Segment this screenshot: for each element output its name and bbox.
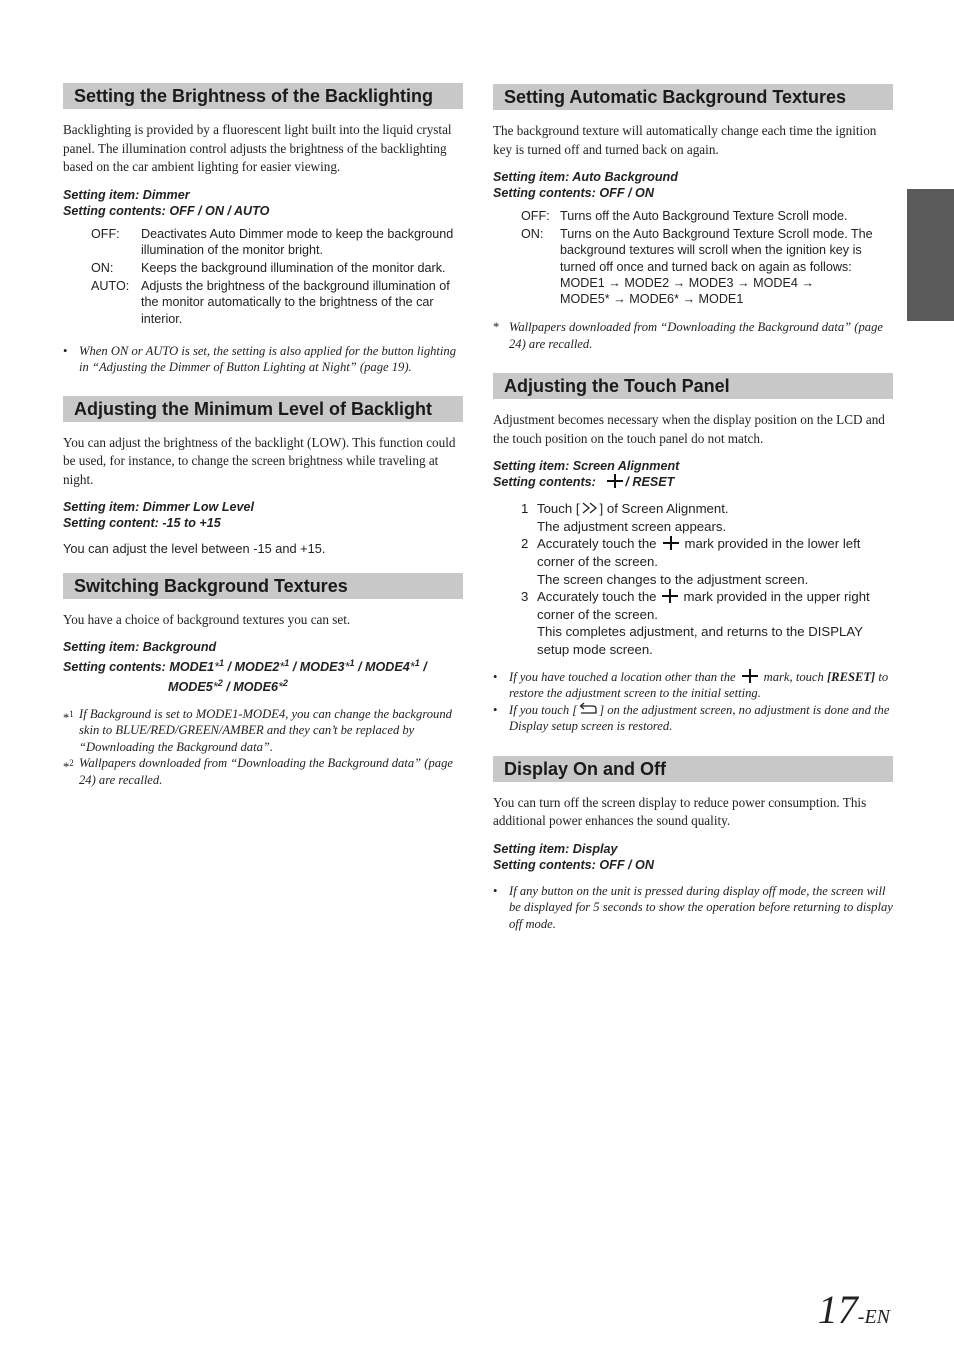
asterisk: *	[493, 320, 500, 335]
section-heading-touch-panel: Adjusting the Touch Panel	[493, 373, 893, 399]
asterisk: *	[344, 660, 350, 675]
footnote-mark	[63, 755, 79, 788]
footnote-num: 1	[69, 708, 74, 719]
page-number	[818, 1286, 890, 1333]
mode-sequence-1: MODE1 → MODE2 → MODE3 → MODE4 →	[560, 275, 815, 290]
step-result: The screen changes to the adjustment screen.	[537, 571, 809, 587]
footnote-1	[63, 706, 463, 756]
footnote-1-text: If Background is set to MODE1-MODE4, you can change the background skin to BLUE/RED/GREEN/AMBER and they can’t be replaced by “Downloading the Background data”.	[79, 706, 452, 754]
touch-panel-note-1	[493, 669, 893, 702]
option-key: OFF:	[521, 209, 550, 223]
contents-value: / RESET	[625, 475, 675, 490]
double-chevron-right-icon	[580, 502, 600, 514]
step-text	[537, 588, 893, 658]
section-heading-display: Display On and Off	[493, 756, 893, 782]
auto-bg-footnote	[493, 319, 893, 352]
option-row	[91, 278, 463, 327]
on-description: Turns on the Auto Background Texture Scroll mode. The background textures will scroll when the ignition key is turned off once and turned back on again as follows:	[560, 227, 873, 274]
option-row	[91, 260, 463, 276]
step-1	[521, 500, 893, 535]
bullet: •	[493, 702, 498, 717]
footnote-mark	[63, 706, 79, 756]
setting-item-auto-bg: Setting item: Auto Background	[493, 170, 678, 184]
asterisk: *	[279, 660, 285, 675]
bullet: •	[63, 343, 68, 358]
display-note-text: If any button on the unit is pressed during display off mode, the screen will be displayed for 5 seconds to show the operation before returning to display off mode.	[509, 883, 893, 931]
footnote-ref: 1	[414, 658, 420, 669]
setting-contents-auto-bg: Setting contents: OFF / ON	[493, 186, 654, 200]
section-heading-min-backlight: Adjusting the Minimum Level of Backlight	[63, 396, 463, 422]
asterisk: *	[63, 710, 70, 725]
setting-contents-background	[63, 655, 463, 675]
min-backlight-description: You can adjust the brightness of the backlight (LOW). This function could be used, for instance, to change the screen brightness while traveling at night.	[63, 434, 456, 487]
option-desc: Deactivates Auto Dimmer mode to keep the background illumination of the monitor bright.	[141, 226, 454, 257]
step-result: The adjustment screen appears.	[537, 518, 727, 534]
section-heading-bg-textures: Switching Background Textures	[63, 573, 463, 599]
reset-label: [RESET]	[826, 669, 876, 684]
left-column	[63, 83, 463, 788]
mode-label: / MODE4	[354, 660, 410, 675]
dimmer-note	[63, 343, 463, 376]
option-key: OFF:	[91, 226, 120, 241]
mode-sequence-2: MODE5* → MODE6* → MODE1	[560, 292, 744, 307]
step-text-a: Accurately touch the	[537, 536, 657, 552]
step-text-a: Touch [	[537, 501, 580, 517]
step-text-b: mark provided in the upper right corner of the screen.	[537, 589, 870, 622]
note-text-a: If you have touched a location other than the	[509, 669, 736, 684]
footnote-ref: 2	[217, 678, 223, 689]
setting-item-dimmer-low: Setting item: Dimmer Low Level	[63, 500, 255, 515]
display-description: You can turn off the screen display to reduce power consumption. This additional power enhances the sound quality.	[493, 794, 867, 829]
mode-label: Setting contents: MODE1	[63, 660, 215, 675]
asterisk: *	[278, 680, 283, 695]
option-desc: Turns off the Auto Background Texture Scroll mode.	[560, 209, 848, 223]
step-3	[521, 588, 893, 658]
bullet: •	[493, 883, 498, 898]
dimmer-note-text: When ON or AUTO is set, the setting is also applied for the button lighting in “Adjusting the Dimmer of Button Lighting at Night” (page 19).	[79, 343, 457, 375]
mode-label: / MODE6	[222, 680, 279, 695]
footnote-ref: 1	[284, 658, 290, 669]
option-desc: Keeps the background illumination of the monitor dark.	[141, 260, 446, 275]
auto-bg-options	[521, 208, 893, 307]
display-note	[493, 883, 893, 933]
setting-contents-background-2	[63, 675, 463, 695]
option-key: ON:	[521, 227, 544, 242]
footnote-ref: 2	[282, 678, 288, 689]
setting-item-dimmer: Setting item: Dimmer	[63, 187, 190, 202]
footnote-num: 2	[69, 758, 74, 769]
step-result: This completes adjustment, and returns to the DISPLAY setup mode screen.	[537, 624, 863, 657]
option-row	[521, 208, 893, 224]
option-key: ON:	[91, 260, 114, 275]
setting-contents-display: Setting contents: OFF / ON	[493, 857, 654, 872]
auto-bg-footnote-text: Wallpapers downloaded from “Downloading the Background data” (page 24) are recalled.	[509, 320, 883, 351]
note-text	[509, 702, 893, 735]
step-text	[537, 535, 893, 588]
asterisk: *	[214, 660, 220, 675]
level-range-text: You can adjust the level between -15 and +15.	[63, 541, 326, 557]
brightness-description: Backlighting is provided by a fluorescent light built into the liquid crystal panel. The illumination control adjusts the brightness of the backlighting based on the car ambient lighting for easier viewing.	[63, 122, 452, 174]
note-text-b: mark, touch	[763, 669, 824, 684]
option-row	[91, 226, 463, 258]
step-number: 2	[521, 536, 529, 552]
alignment-steps	[493, 500, 893, 658]
asterisk: *	[63, 760, 70, 775]
step-number: 3	[521, 589, 529, 605]
contents-label: Setting contents:	[493, 475, 600, 490]
step-text-b: mark provided in the lower left corner of the screen.	[537, 536, 861, 569]
crosshair-icon	[663, 536, 679, 550]
option-row	[521, 226, 893, 307]
asterisk: *	[409, 660, 415, 675]
note-text	[509, 669, 893, 702]
crosshair-icon	[742, 669, 758, 683]
step-text-b: ] of Screen Alignment.	[599, 501, 729, 517]
setting-item-screen-alignment: Setting item: Screen Alignment	[493, 459, 680, 474]
touch-panel-description: Adjustment becomes necessary when the display position on the LCD and the touch position on the touch panel do not match.	[493, 412, 885, 446]
mode-label: /	[419, 660, 427, 675]
section-heading-auto-bg: Setting Automatic Background Textures	[493, 84, 893, 110]
setting-contents-screen-alignment	[493, 474, 893, 490]
setting-contents-dimmer-low: Setting content: -15 to +15	[63, 516, 221, 531]
return-arrow-icon	[577, 702, 599, 715]
right-column	[493, 84, 893, 932]
section-heading-brightness: Setting the Brightness of the Backlighting	[63, 83, 463, 109]
mode-label: MODE5	[168, 680, 213, 695]
note-text-a: If you touch [	[509, 702, 578, 717]
touch-panel-note-2	[493, 702, 893, 735]
step-number: 1	[521, 501, 529, 517]
mode-label: / MODE3	[289, 660, 345, 675]
note-text-b: ] on the adjustment screen, no adjustment is done and the Display setup screen is restored.	[509, 702, 890, 734]
note-text-d: to restore the adjustment screen to the initial setting.	[509, 669, 889, 701]
bg-textures-description: You have a choice of background textures you can set.	[63, 611, 351, 627]
crosshair-icon	[607, 474, 623, 488]
bullet: •	[493, 669, 498, 684]
setting-contents-dimmer: Setting contents: OFF / ON / AUTO	[63, 203, 270, 218]
option-desc	[560, 226, 892, 307]
dimmer-options	[91, 226, 463, 327]
option-desc: Adjusts the brightness of the background illumination of the monitor automatically to the brightness of the car interior.	[141, 279, 450, 326]
setting-item-background: Setting item: Background	[63, 640, 217, 655]
step-2	[521, 535, 893, 588]
crosshair-icon	[662, 589, 678, 603]
page-number-value: 17	[817, 1287, 858, 1332]
setting-item-display: Setting item: Display	[493, 841, 618, 856]
section-tab	[907, 189, 954, 321]
mode-label: / MODE2	[224, 660, 280, 675]
footnote-2-text: Wallpapers downloaded from “Downloading the Background data” (page 24) are recalled.	[79, 756, 453, 787]
footnote-2	[63, 755, 463, 788]
option-key: AUTO:	[91, 279, 130, 294]
auto-bg-description: The background texture will automatically change each time the ignition key is turned off and turned back on again.	[493, 123, 877, 157]
step-text-a: Accurately touch the	[537, 589, 657, 605]
footnote-ref: 1	[349, 658, 355, 669]
page-number-suffix: -EN	[857, 1306, 890, 1328]
asterisk: *	[212, 680, 218, 695]
footnote-ref: 1	[219, 658, 225, 669]
step-text	[537, 500, 729, 535]
